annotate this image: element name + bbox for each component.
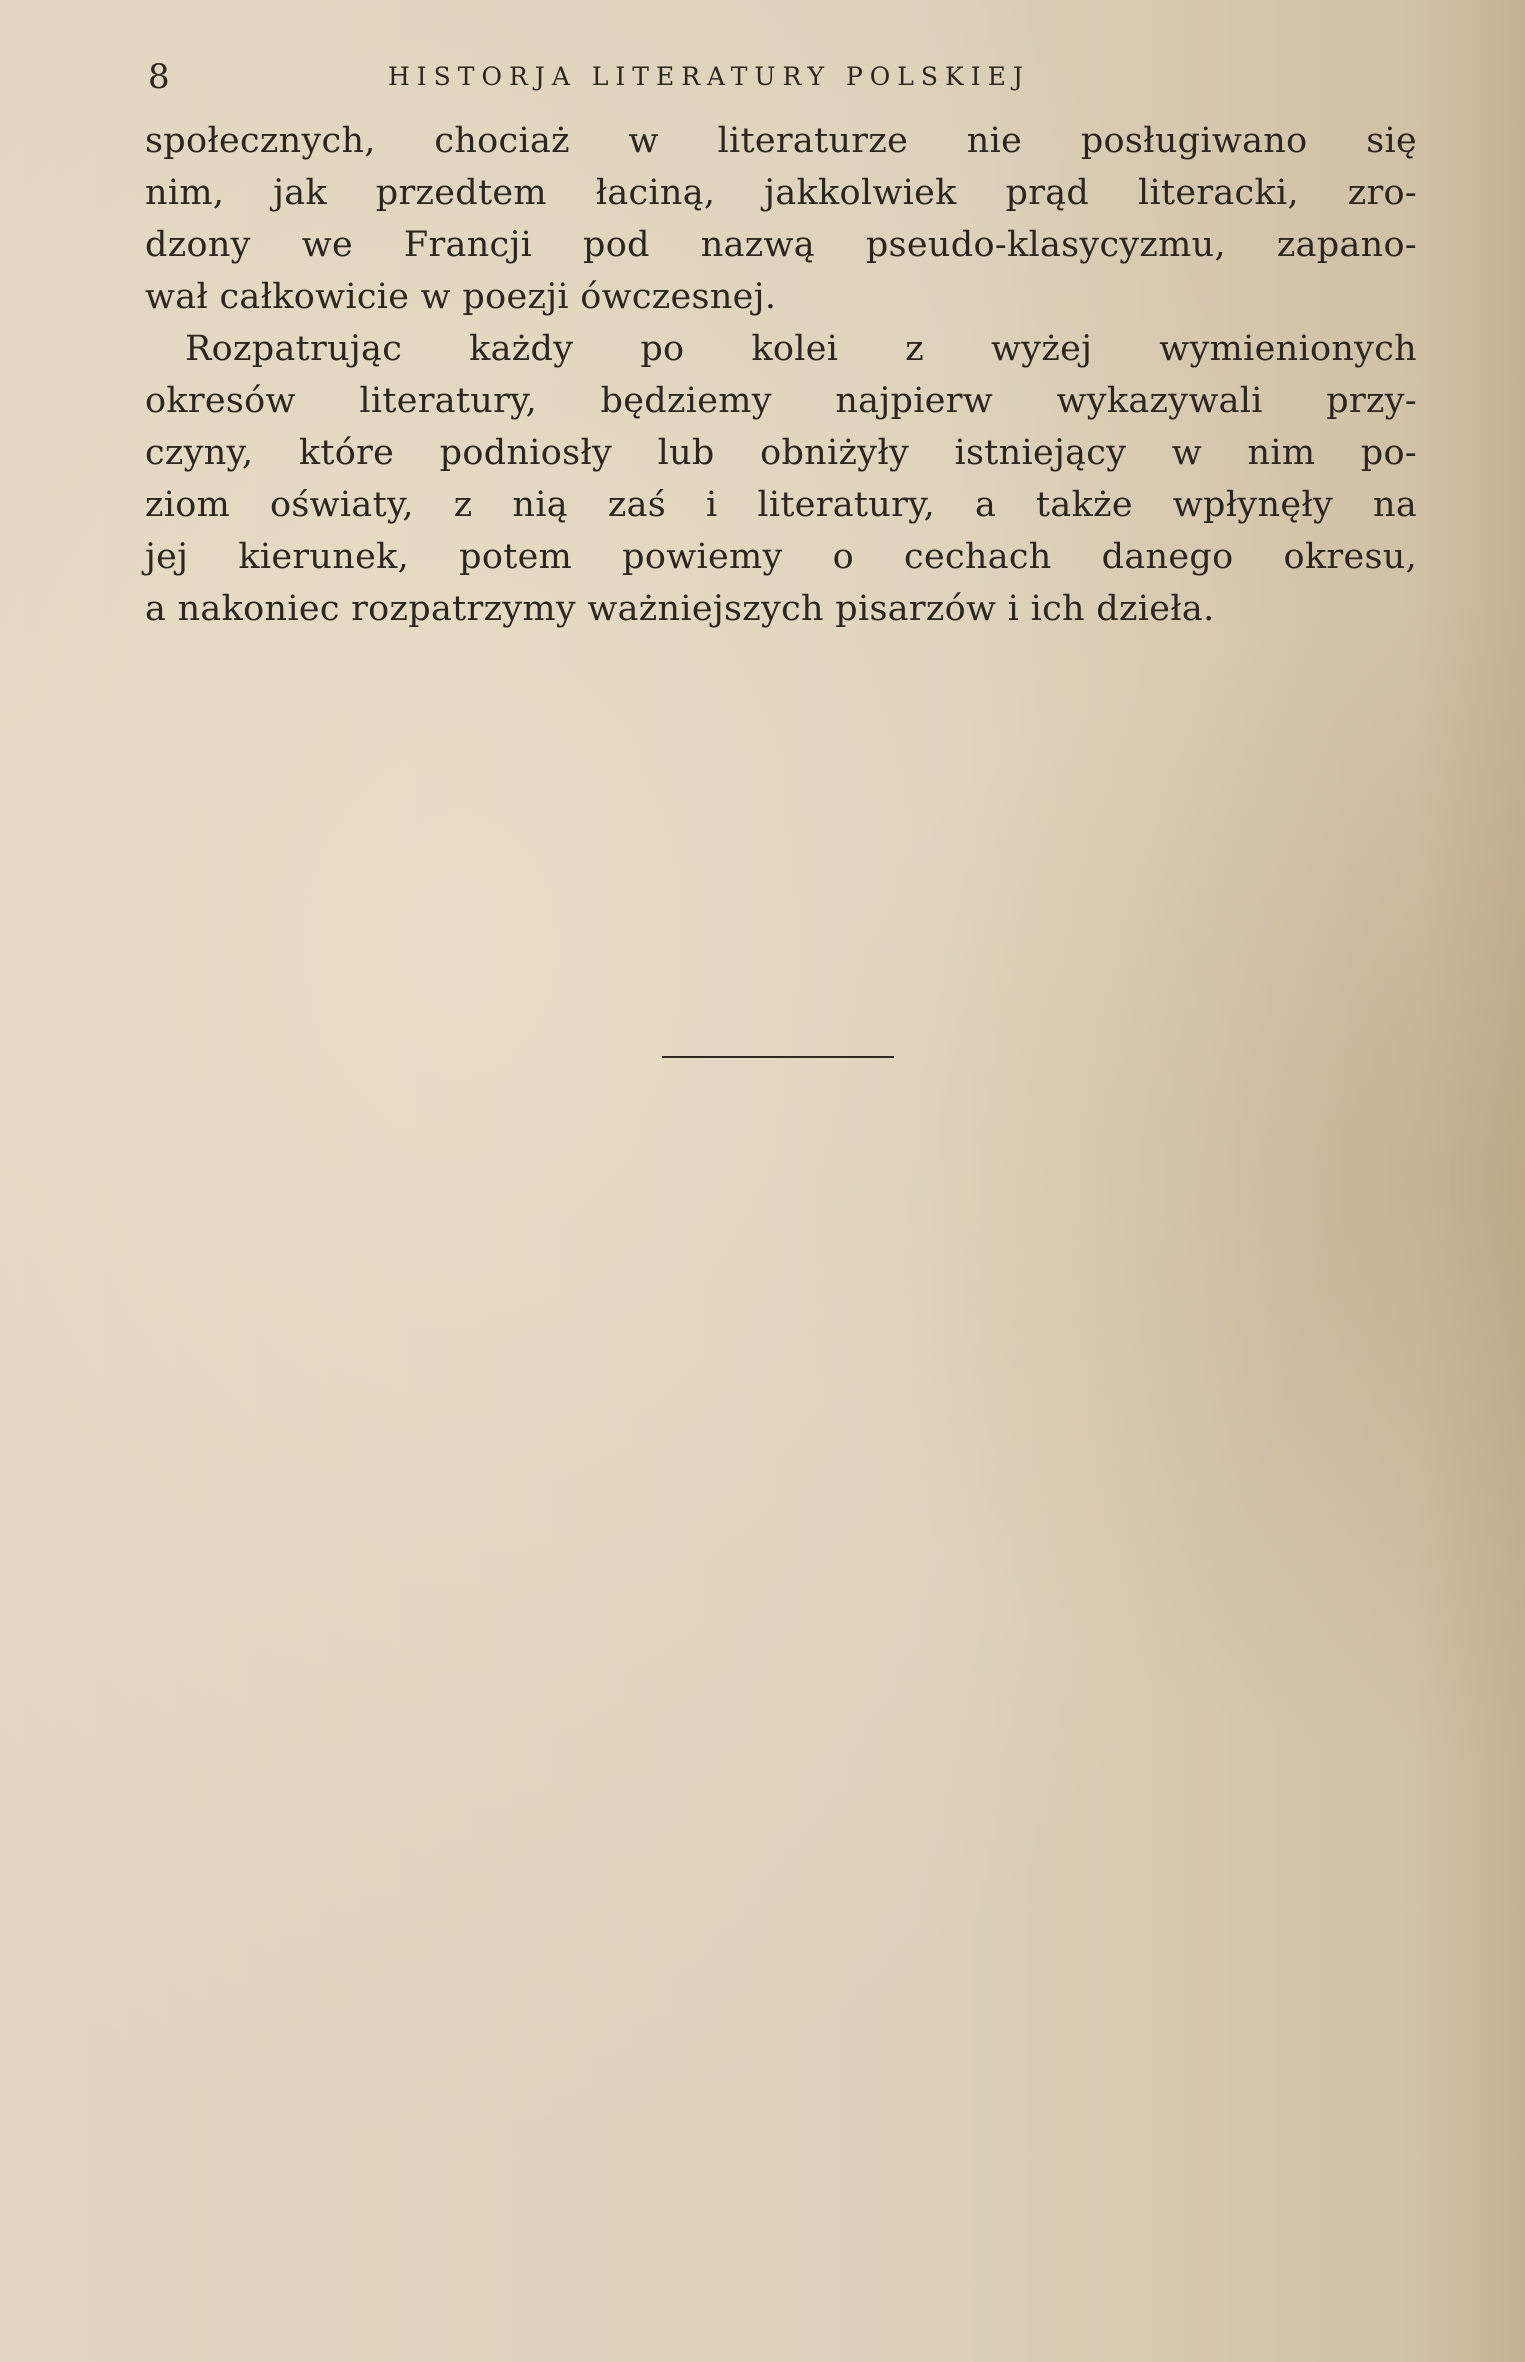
text-line: Rozpatrując każdy po kolei z wyżej wymienionych bbox=[185, 329, 1417, 369]
text-line: nim, jak przedtem łaciną, jakkolwiek prąd literacki, zro- bbox=[145, 173, 1417, 213]
text-line: okresów literatury, będziemy najpierw wykazywali przy- bbox=[145, 381, 1417, 421]
text-line: ziom oświaty, z nią zaś i literatury, a także wpłynęły na bbox=[145, 485, 1417, 525]
page-number: 8 bbox=[148, 57, 170, 97]
paragraph bbox=[145, 323, 1417, 635]
body-text bbox=[145, 115, 1417, 635]
text-line: a nakoniec rozpatrzymy ważniejszych pisarzów i ich dzieła. bbox=[145, 589, 1215, 629]
page-header bbox=[148, 52, 1418, 102]
text-line: jej kierunek, potem powiemy o cechach danego okresu, bbox=[145, 537, 1417, 577]
paragraph bbox=[145, 115, 1417, 323]
text-line: wał całkowicie w poezji ówczesnej. bbox=[145, 277, 777, 317]
section-end-rule bbox=[662, 1056, 894, 1058]
running-title: HISTORJA LITERATURY POLSKIEJ bbox=[388, 62, 1030, 91]
text-line: społecznych, chociaż w literaturze nie posługiwano się bbox=[145, 121, 1417, 161]
text-line: czyny, które podniosły lub obniżyły istniejący w nim po- bbox=[145, 433, 1417, 473]
text-line: dzony we Francji pod nazwą pseudo-klasycyzmu, zapano- bbox=[145, 225, 1417, 265]
